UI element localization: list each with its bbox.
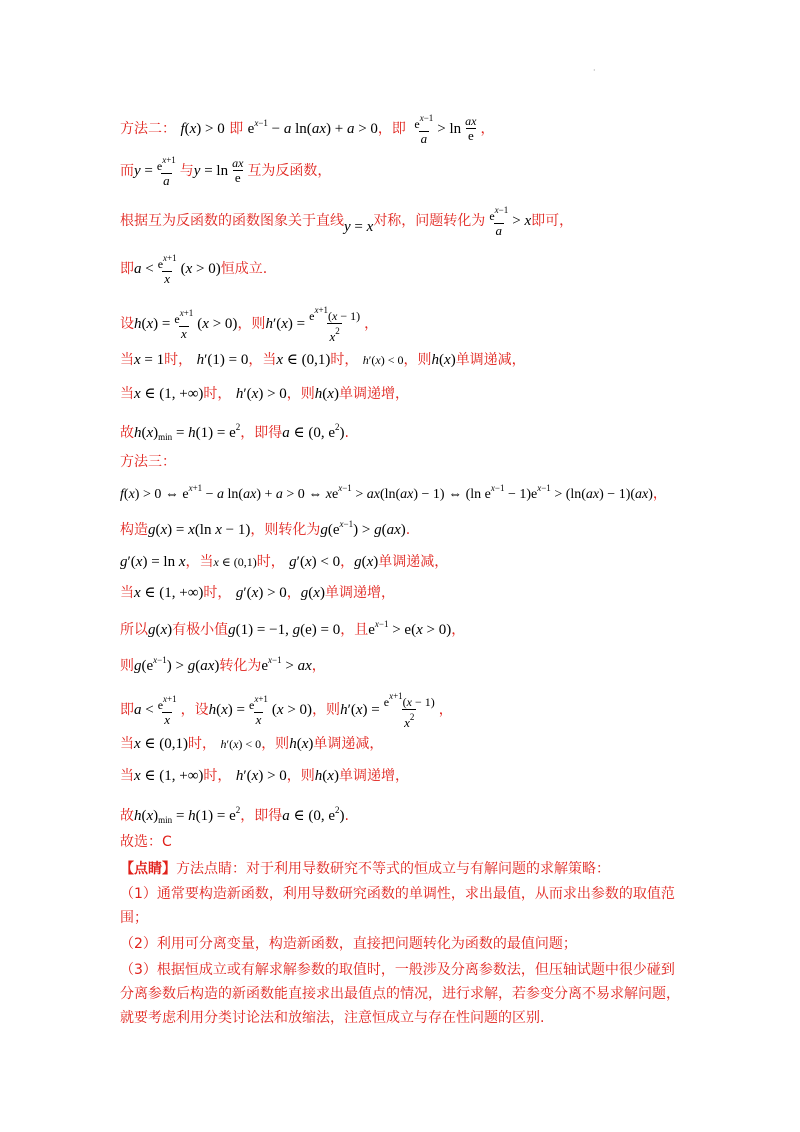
method3-label-line bbox=[120, 452, 176, 472]
method3-label: 方法三： bbox=[120, 454, 176, 470]
method3-line-8: 当x ∈ (0,1)时， h′(x) < 0，则h(x)单调递减， bbox=[120, 736, 384, 752]
tip-item-3: （3）根据恒成立或有解求解参数的取值时，一般涉及分离参数法，但压轴试题中很少碰到分离参数后构造的新函数能直接求出最值点的情况，进行求解，若参变分离不易求解问题，就要考虑利用分类讨论法和放缩法，注意恒成立与存在性问题的区别. bbox=[120, 962, 680, 1026]
method2-label: 方法二： bbox=[120, 121, 176, 137]
method3-line-4: 当x ∈ (1, +∞)时， g′(x) > 0，g(x)单调递增， bbox=[120, 585, 395, 601]
tip-header: 【点睛】 bbox=[120, 861, 176, 877]
method2-line-6: 当x = 1时， h′(1) = 0，当x ∈ (0,1)时， h′(x) < 0，则h(x)单调递减， bbox=[120, 352, 526, 368]
method2-line-8: 故$h(x)_{min} = h(1) = e^2$，即得a ∈ (0, $e^2$). bbox=[120, 422, 349, 442]
method3-line-10: 故$h(x)_{min} = h(1) = e^2$，即得a ∈ (0, $e^2$). bbox=[120, 805, 349, 825]
method3-line-9: 当x ∈ (1, +∞)时， h′(x) > 0，则h(x)单调递增， bbox=[120, 768, 409, 784]
method2-line-7: 当x ∈ (1, +∞)时， h′(x) > 0，则h(x)单调递增， bbox=[120, 386, 409, 402]
tip-item-1: （1）通常要构造新函数，利用导数研究函数的单调性，求出最值，从而求出参数的取值范围； bbox=[120, 886, 675, 926]
method3-line-3: g′(x) = ln x，当x ∈ (0,1)时， g′(x) < 0，g(x)单调递减， bbox=[120, 554, 449, 570]
method2-line-5: 设h(x) = $\frac{e^{x+1}}{x}$ (x > 0)，则h′(x) = $\frac{e^{x+1}(x - 1)}{x^2}$ ， bbox=[120, 305, 379, 344]
tip-item-2: （2）利用可分离变量，构造新函数，直接把问题转化为函数的最值问题； bbox=[120, 936, 577, 952]
method2-line-2: 而y = $\frac{e^{x+1}}{a}$ 与y = ln $\frac{ax}{e}$ 互为反函数， bbox=[120, 155, 332, 188]
method2-line-4: 即a < $\frac{e^{x+1}}{x}$ (x > 0)恒成立. bbox=[120, 253, 268, 286]
corner-mark: · bbox=[593, 66, 596, 75]
method3-line-5: 所以g(x)有极小值g(1) = −1, g(e) = 0，且$e^{x-1} > e(x > 0)$， bbox=[120, 619, 466, 638]
method2-line-3: 根据互为反函数的函数图象关于直线y = x对称，问题转化为 $\frac{e^{x-1}}{a}$ > x即可， bbox=[120, 205, 574, 238]
method3-line-2: 构造g(x) = x(ln x − 1)，则转化为$g(e^{x-1}) > g(ax)$. bbox=[120, 519, 411, 538]
method3-line-7: 即a < $\frac{e^{x+1}}{x}$ ，设h(x) = $\frac{e^{x+1}}{x}$ (x > 0)，则h′(x) = $\frac{e^{x+1}(x - 1)}{x^2}$ ， bbox=[120, 691, 453, 730]
method3-line-1: f(x) > 0 ⇔ $e^{x+1} - a$ ln(ax) + a > 0 ⇔ $xe^{x-1} > ax(\ln(ax) - 1)$ ⇔ (ln $e^{x-1} - 1)e^{x-1} > (\ln(ax) - 1)(ax)$， bbox=[120, 483, 667, 502]
tip-intro: 【点睛】方法点睛：对于利用导数研究不等式的恒成立与有解问题的求解策略： bbox=[120, 861, 610, 877]
answer-line: 故选：C bbox=[120, 834, 172, 850]
method3-line-6: 则$g(e^{x-1}) > g(ax)$转化为$e^{x-1}$ > ax， bbox=[120, 655, 326, 674]
method2-line-1: 方法二： f(x) > 0 即 $e^{x-1} - a$ ln(ax) + a > 0，即 $\frac{e^{x-1}}{a}$ > ln $\frac{ax}{e}$ ， bbox=[120, 113, 495, 146]
